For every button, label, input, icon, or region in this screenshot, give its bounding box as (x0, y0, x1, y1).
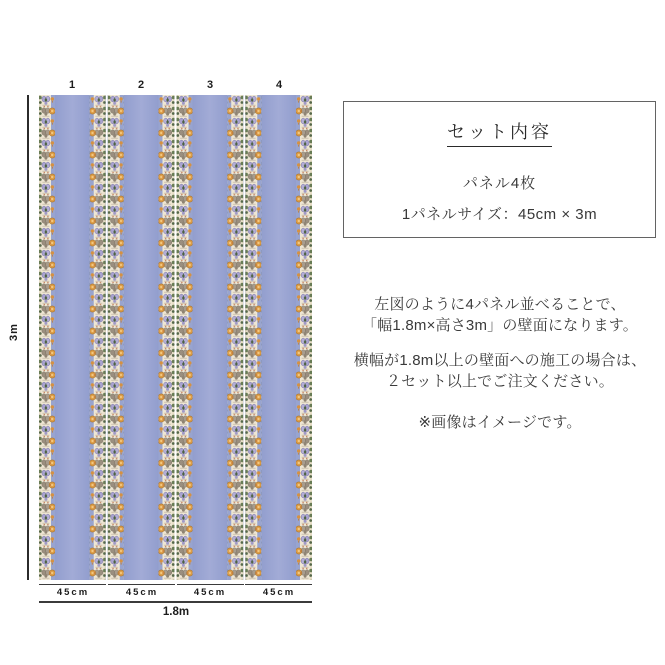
panel-width-label-3: 45cm (193, 587, 227, 598)
set-contents-box (343, 101, 656, 238)
wallpaper-panel-4 (245, 95, 312, 580)
panel-number-4: 4 (275, 79, 283, 91)
panel-width-label-1: 45cm (56, 587, 90, 598)
wallpaper-panel-3 (177, 95, 244, 580)
height-label: 3m (8, 323, 20, 341)
panel-number-1: 1 (68, 79, 76, 91)
wallpaper-graphic (39, 95, 312, 580)
arrangement-description (337, 295, 663, 336)
panel-count-text: パネル4枚 (462, 175, 537, 192)
panel-width-label-4: 45cm (262, 587, 296, 598)
panel-number-2: 2 (137, 79, 145, 91)
total-width-line (39, 601, 312, 603)
arrangement-line-2: 「幅1.8m×高さ3m」の壁面になります。 (362, 316, 638, 334)
panel-number-3: 3 (206, 79, 214, 91)
height-dimension-line (27, 95, 29, 580)
order-instruction (337, 351, 663, 392)
panel-width-label-2: 45cm (125, 587, 159, 598)
panel-width-line-2 (108, 584, 175, 585)
arrangement-line-1: 左図のように4パネル並べることで、 (374, 296, 626, 313)
panel-size-text: 1パネルサイズ：45cm × 3m (401, 206, 598, 223)
wallpaper-panel-2 (108, 95, 175, 580)
set-contents-title-text: セット内容 (447, 122, 552, 147)
panel-width-line-4 (245, 584, 312, 585)
panel-width-line-3 (177, 584, 244, 585)
order-line-1: 横幅が1.8m以上の壁面への施工の場合は、 (353, 352, 647, 369)
order-line-2: ２セット以上でご注文ください。 (385, 372, 614, 390)
panel-width-line-1 (39, 584, 106, 585)
wallpaper-panel-1 (39, 95, 106, 580)
image-disclaimer-note: ※画像はイメージです。 (418, 414, 582, 431)
set-contents-title (344, 118, 655, 144)
total-width-label: 1.8m (162, 606, 190, 618)
